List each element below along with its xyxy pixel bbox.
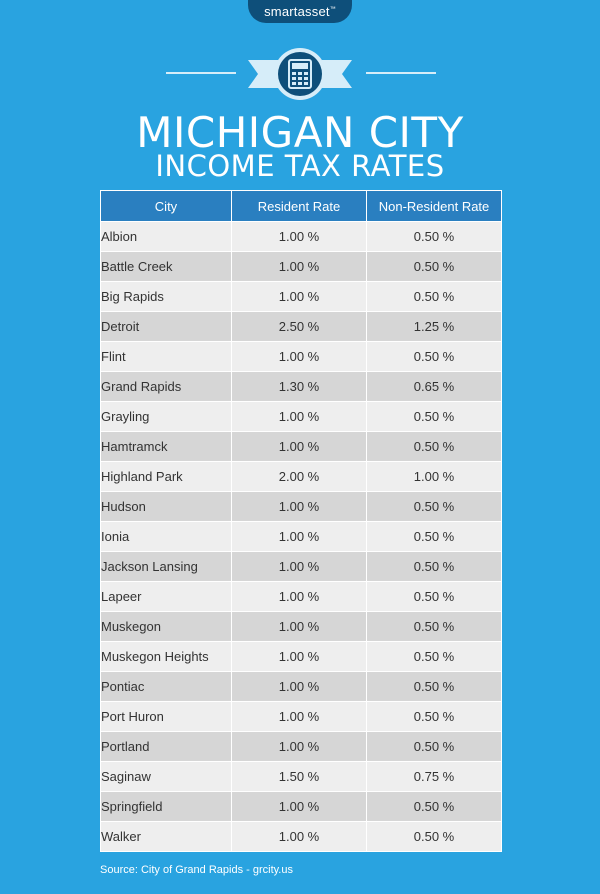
resident-rate-cell: 2.00 % [232, 462, 367, 492]
resident-rate-cell: 1.00 % [232, 612, 367, 642]
table-header-row [101, 191, 502, 222]
tax-rates-table [100, 190, 502, 852]
city-cell: Albion [101, 222, 232, 252]
nonresident-rate-cell: 1.25 % [367, 312, 502, 342]
resident-rate-cell: 1.00 % [232, 432, 367, 462]
resident-rate-cell: 1.00 % [232, 402, 367, 432]
city-cell: Grand Rapids [101, 372, 232, 402]
table-row [101, 672, 502, 702]
city-cell: Saginaw [101, 762, 232, 792]
table-row [101, 732, 502, 762]
resident-rate-cell: 2.50 % [232, 312, 367, 342]
nonresident-rate-cell: 0.50 % [367, 222, 502, 252]
city-cell: Muskegon [101, 612, 232, 642]
city-cell: Port Huron [101, 702, 232, 732]
nonresident-rate-cell: 0.50 % [367, 582, 502, 612]
city-cell: Big Rapids [101, 282, 232, 312]
table-row [101, 222, 502, 252]
table-row [101, 282, 502, 312]
nonresident-rate-cell: 0.50 % [367, 792, 502, 822]
table-row [101, 642, 502, 672]
city-cell: Hamtramck [101, 432, 232, 462]
nonresident-rate-cell: 0.75 % [367, 762, 502, 792]
table-row [101, 522, 502, 552]
resident-rate-cell: 1.00 % [232, 252, 367, 282]
table-row [101, 552, 502, 582]
table-row [101, 582, 502, 612]
page-title: MICHIGAN CITY [136, 108, 464, 157]
city-cell: Jackson Lansing [101, 552, 232, 582]
resident-rate-cell: 1.00 % [232, 822, 367, 852]
table-row [101, 342, 502, 372]
header-emblem [0, 44, 600, 108]
city-cell: Flint [101, 342, 232, 372]
city-cell: Lapeer [101, 582, 232, 612]
column-header-resident-rate: Resident Rate [232, 191, 367, 222]
brand-logo [248, 0, 352, 23]
nonresident-rate-cell: 0.50 % [367, 402, 502, 432]
nonresident-rate-cell: 0.50 % [367, 522, 502, 552]
city-cell: Battle Creek [101, 252, 232, 282]
city-cell: Grayling [101, 402, 232, 432]
resident-rate-cell: 1.00 % [232, 732, 367, 762]
city-cell: Portland [101, 732, 232, 762]
table-row [101, 312, 502, 342]
column-header-nonresident-rate: Non-Resident Rate [367, 191, 502, 222]
resident-rate-cell: 1.00 % [232, 222, 367, 252]
nonresident-rate-cell: 0.50 % [367, 492, 502, 522]
resident-rate-cell: 1.00 % [232, 522, 367, 552]
nonresident-rate-cell: 0.50 % [367, 732, 502, 762]
nonresident-rate-cell: 0.50 % [367, 342, 502, 372]
table-row [101, 402, 502, 432]
table-row [101, 372, 502, 402]
source-note: Source: City of Grand Rapids - grcity.us [100, 864, 293, 876]
brand-logo-text: smartasset™ [264, 4, 336, 19]
city-cell: Hudson [101, 492, 232, 522]
resident-rate-cell: 1.50 % [232, 762, 367, 792]
table-row [101, 492, 502, 522]
city-cell: Walker [101, 822, 232, 852]
table-row [101, 762, 502, 792]
nonresident-rate-cell: 0.50 % [367, 282, 502, 312]
city-cell: Muskegon Heights [101, 642, 232, 672]
city-cell: Highland Park [101, 462, 232, 492]
nonresident-rate-cell: 0.50 % [367, 702, 502, 732]
table-row [101, 792, 502, 822]
nonresident-rate-cell: 0.50 % [367, 252, 502, 282]
resident-rate-cell: 1.00 % [232, 642, 367, 672]
nonresident-rate-cell: 0.50 % [367, 612, 502, 642]
nonresident-rate-cell: 0.50 % [367, 672, 502, 702]
page-subtitle: INCOME TAX RATES [155, 149, 445, 183]
nonresident-rate-cell: 0.50 % [367, 432, 502, 462]
table-row [101, 252, 502, 282]
table-row [101, 462, 502, 492]
table-row [101, 432, 502, 462]
city-cell: Ionia [101, 522, 232, 552]
nonresident-rate-cell: 0.50 % [367, 552, 502, 582]
city-cell: Springfield [101, 792, 232, 822]
city-cell: Pontiac [101, 672, 232, 702]
resident-rate-cell: 1.00 % [232, 282, 367, 312]
calculator-icon [288, 59, 312, 89]
nonresident-rate-cell: 0.50 % [367, 822, 502, 852]
resident-rate-cell: 1.00 % [232, 672, 367, 702]
table-row [101, 612, 502, 642]
resident-rate-cell: 1.00 % [232, 552, 367, 582]
nonresident-rate-cell: 0.65 % [367, 372, 502, 402]
nonresident-rate-cell: 0.50 % [367, 642, 502, 672]
city-cell: Detroit [101, 312, 232, 342]
resident-rate-cell: 1.00 % [232, 702, 367, 732]
table-row [101, 822, 502, 852]
column-header-city: City [101, 191, 232, 222]
table-row [101, 702, 502, 732]
resident-rate-cell: 1.00 % [232, 792, 367, 822]
resident-rate-cell: 1.00 % [232, 492, 367, 522]
resident-rate-cell: 1.00 % [232, 582, 367, 612]
resident-rate-cell: 1.30 % [232, 372, 367, 402]
resident-rate-cell: 1.00 % [232, 342, 367, 372]
nonresident-rate-cell: 1.00 % [367, 462, 502, 492]
